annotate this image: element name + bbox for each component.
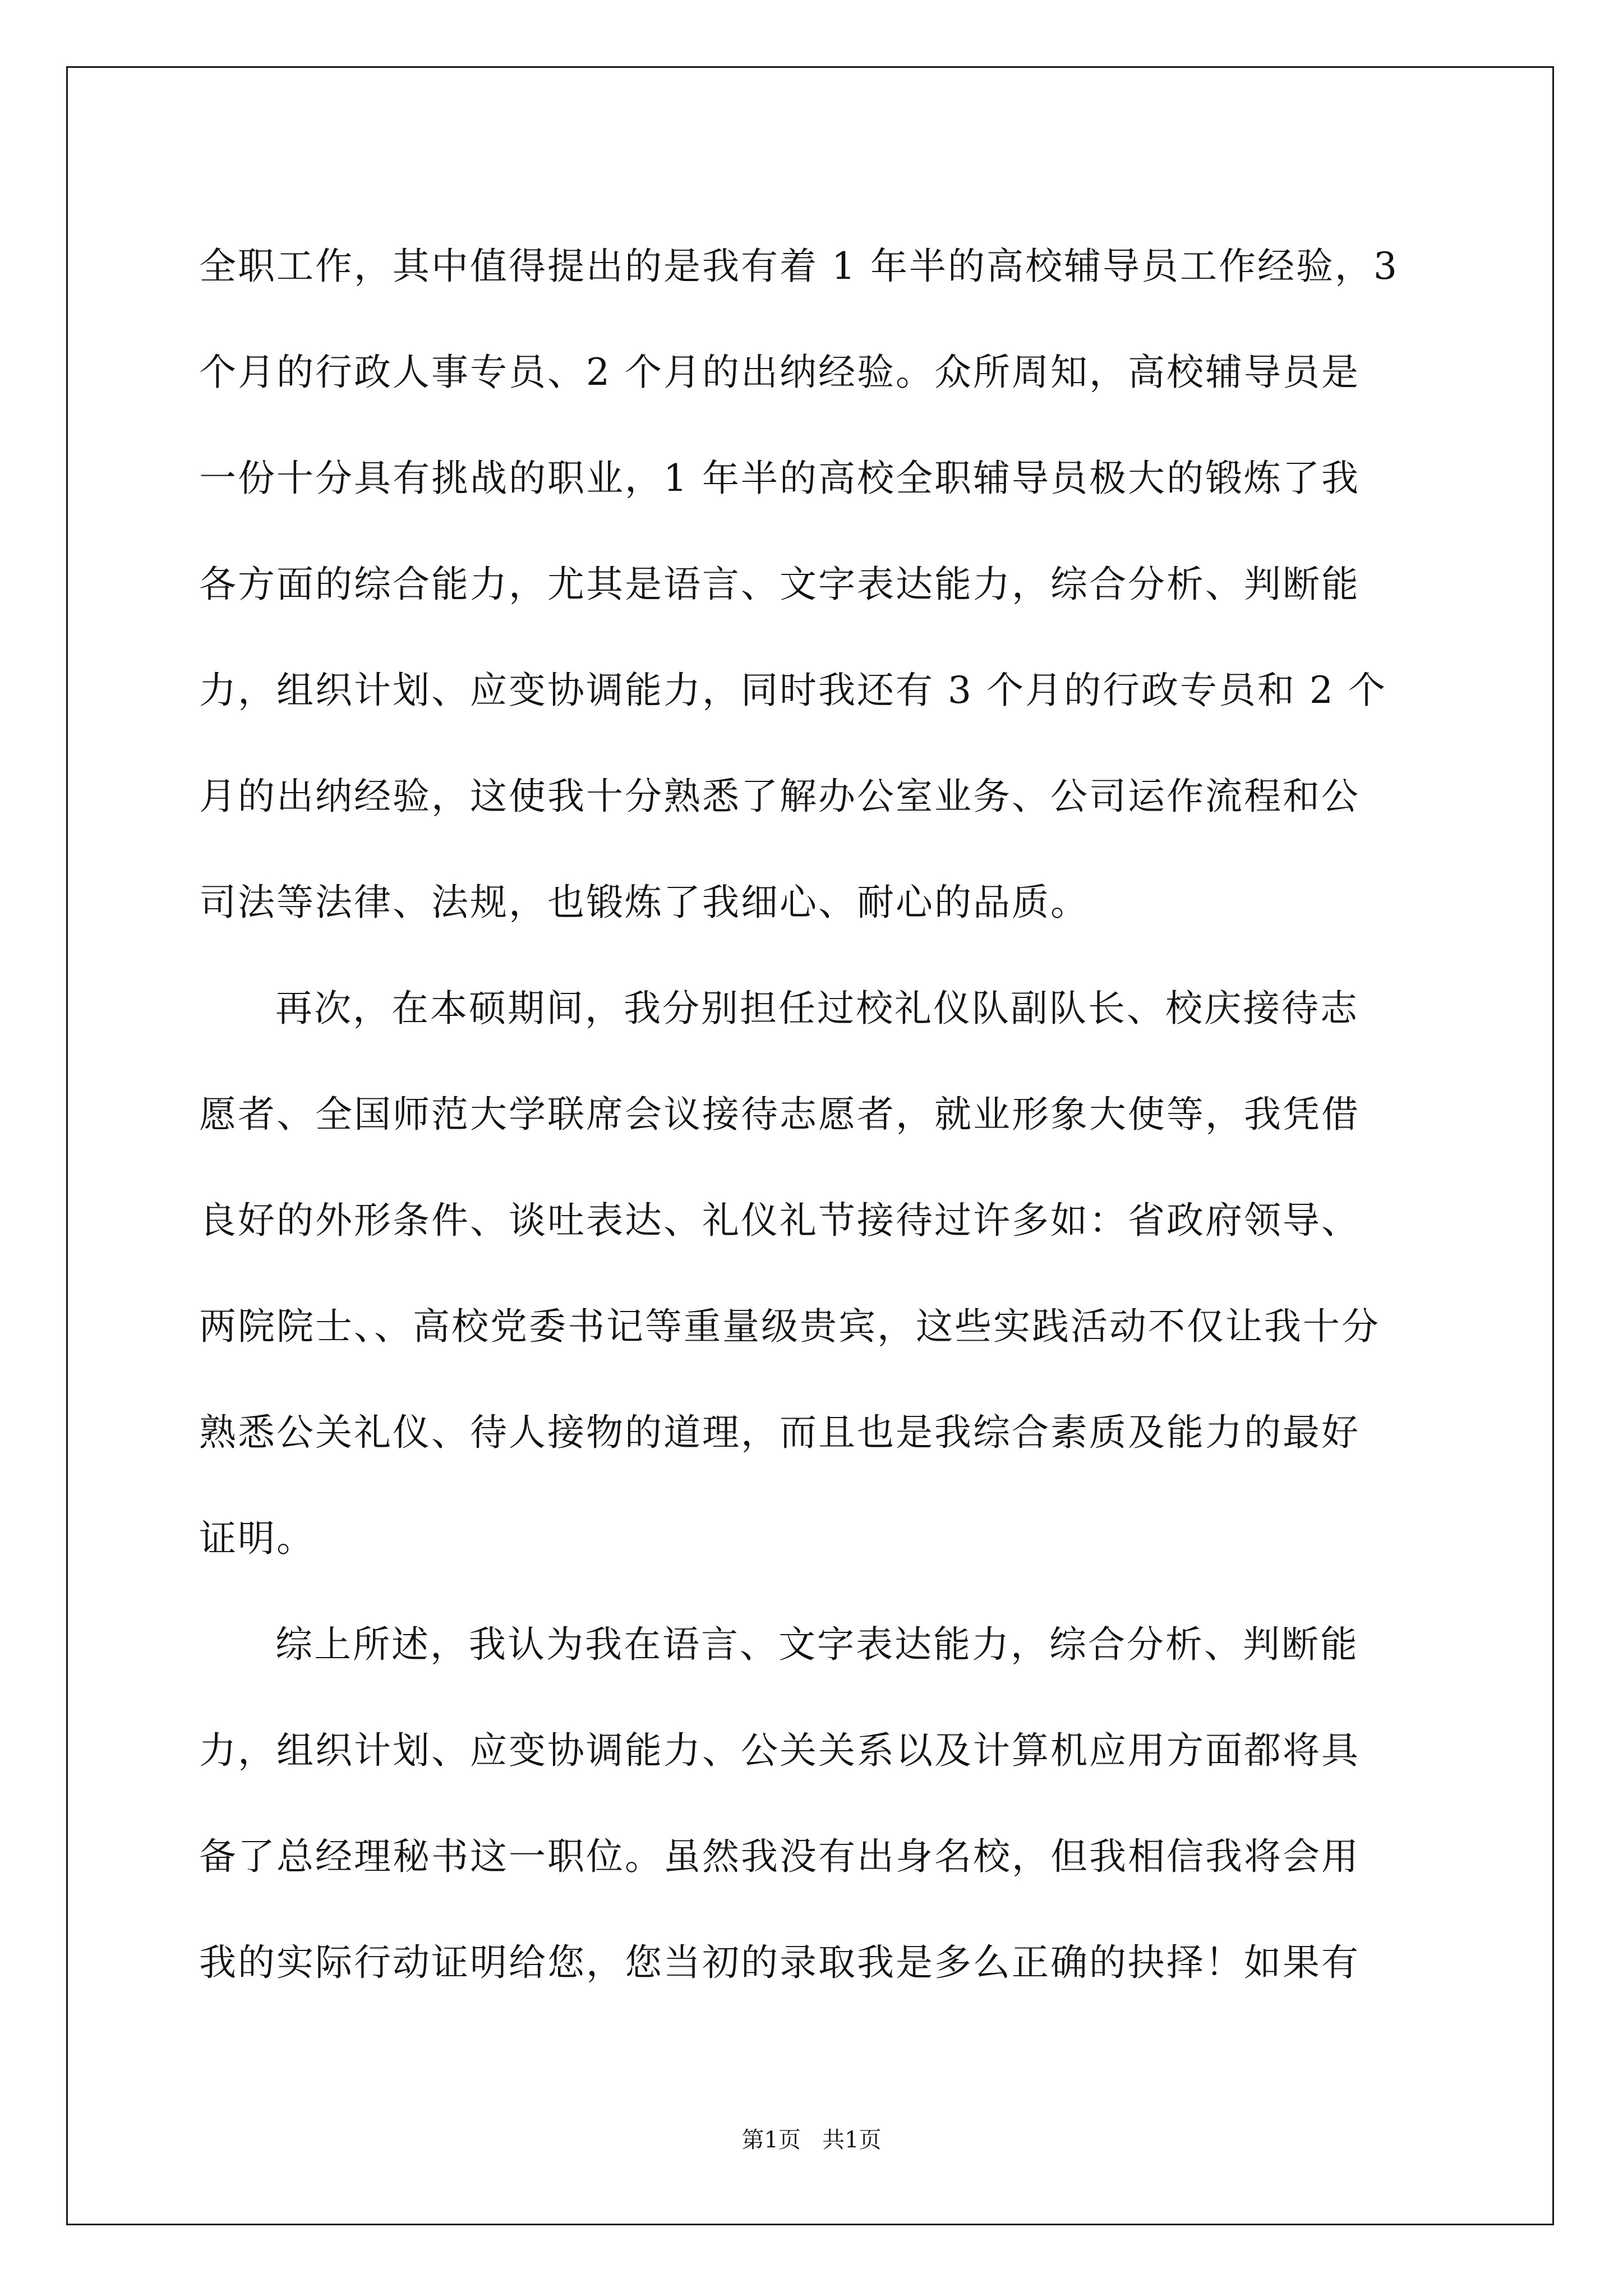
paragraph-start-line: 再次，在本硕期间，我分别担任过校礼仪队副队长、校庆接待志 bbox=[275, 987, 1359, 1030]
text-line: 愿者、全国师范大学联席会议接待志愿者，就业形象大使等，我凭借 bbox=[199, 1093, 1360, 1136]
page-number-footer: 第1页 共1页 bbox=[741, 2127, 882, 2153]
text-line: 力，组织计划、应变协调能力，同时我还有 3 个月的行政专员和 2 个 bbox=[199, 669, 1387, 712]
text-line: 我的实际行动证明给您，您当初的录取我是多么正确的抉择！如果有 bbox=[199, 1941, 1360, 1984]
text-line: 良好的外形条件、谈吐表达、礼仪礼节接待过许多如：省政府领导、 bbox=[199, 1199, 1360, 1242]
text-line: 个月的行政人事专员、2 个月的出纳经验。众所周知，高校辅导员是 bbox=[199, 351, 1360, 394]
text-line: 月的出纳经验，这使我十分熟悉了解办公室业务、公司运作流程和公 bbox=[199, 775, 1360, 818]
text-line: 司法等法律、法规，也锻炼了我细心、耐心的品质。 bbox=[199, 881, 1089, 924]
text-line: 备了总经理秘书这一职位。虽然我没有出身名校，但我相信我将会用 bbox=[199, 1835, 1360, 1878]
text-line: 各方面的综合能力，尤其是语言、文字表达能力，综合分析、判断能 bbox=[199, 563, 1360, 606]
text-line: 全职工作，其中值得提出的是我有着 1 年半的高校辅导员工作经验，3 bbox=[199, 245, 1399, 288]
text-line: 熟悉公关礼仪、待人接物的道理，而且也是我综合素质及能力的最好 bbox=[199, 1411, 1360, 1454]
text-line: 证明。 bbox=[199, 1517, 315, 1560]
text-line: 两院院士、、高校党委书记等重量级贵宾，这些实践活动不仅让我十分 bbox=[199, 1305, 1380, 1348]
document-body bbox=[199, 213, 1427, 2016]
text-line: 一份十分具有挑战的职业，1 年半的高校全职辅导员极大的锻炼了我 bbox=[199, 457, 1360, 500]
paragraph-start-line: 综上所述，我认为我在语言、文字表达能力，综合分析、判断能 bbox=[275, 1623, 1359, 1666]
text-line: 力，组织计划、应变协调能力、公关关系以及计算机应用方面都将具 bbox=[199, 1729, 1360, 1772]
